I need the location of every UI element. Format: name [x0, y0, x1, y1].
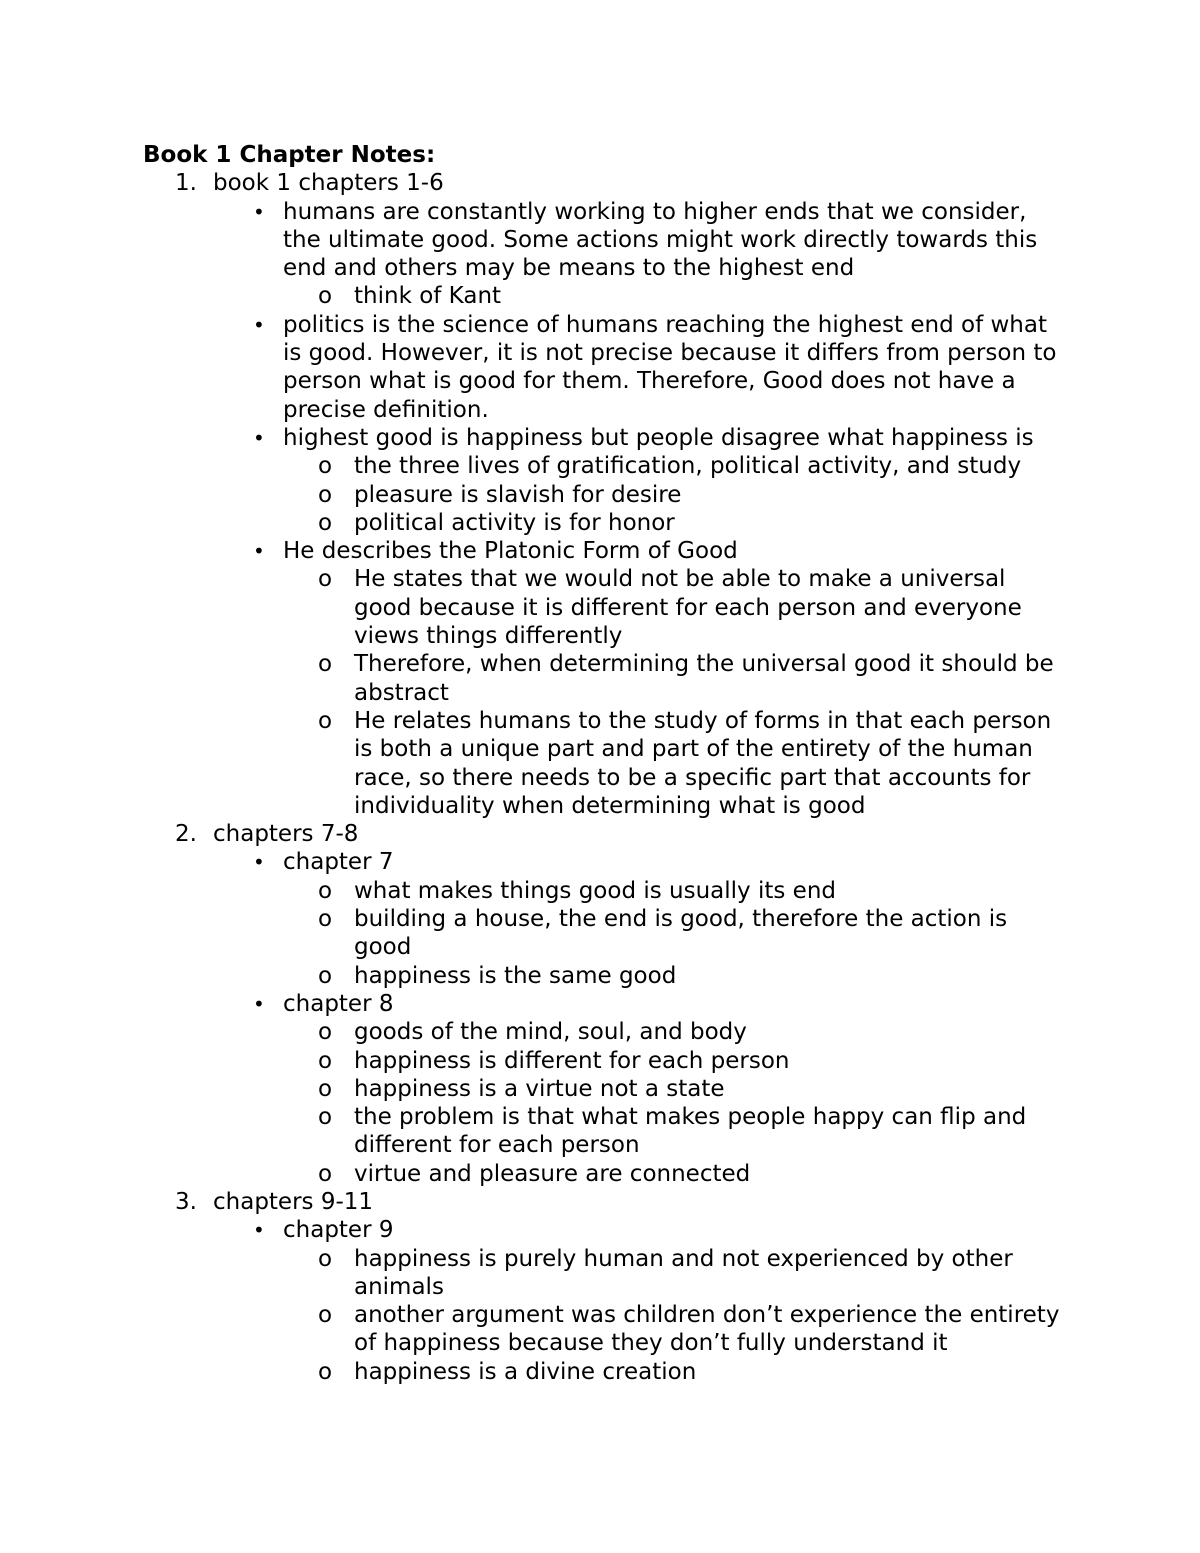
sub-bullet-text: building a house, the end is good, therefore the action is good — [354, 906, 1008, 961]
page-title: Book 1 Chapter Notes: — [143, 142, 436, 168]
sub-bullet-point — [143, 282, 1063, 310]
sub-bullet-text: happiness is a virtue not a state — [354, 1075, 725, 1102]
sub-bullet-icon: o — [318, 283, 333, 310]
outline-section — [143, 169, 1063, 197]
sub-bullet-point — [143, 1018, 1063, 1046]
sub-bullet-icon: o — [318, 962, 333, 989]
sub-bullet-point — [143, 707, 1063, 820]
bullet-text: chapter 8 — [283, 990, 394, 1017]
sub-bullet-icon: o — [318, 481, 333, 508]
bullet-icon: • — [253, 199, 265, 224]
sub-bullet-point — [143, 1358, 1063, 1386]
sub-bullet-icon: o — [318, 906, 333, 933]
sub-bullet-text: think of Kant — [354, 283, 502, 310]
sub-bullet-point — [143, 565, 1063, 650]
sub-bullet-text: happiness is a divine creation — [354, 1358, 697, 1385]
sub-bullet-text: Therefore, when determining the universal good it should be abstract — [354, 651, 1054, 706]
bullet-icon: • — [253, 1218, 265, 1243]
bullet-icon: • — [253, 850, 265, 875]
bullet-text: highest good is happiness but people disagree what happiness is — [283, 424, 1034, 451]
sub-bullet-text: happiness is different for each person — [354, 1047, 790, 1074]
sub-bullet-icon: o — [318, 1104, 333, 1131]
section-number: 2. — [175, 821, 197, 848]
outline-section — [143, 1188, 1063, 1216]
bullet-icon: • — [253, 312, 265, 337]
sub-bullet-point — [143, 1103, 1063, 1160]
sub-bullet-icon: o — [318, 707, 333, 734]
sub-bullet-point — [143, 877, 1063, 905]
bullet-point — [143, 198, 1063, 283]
sub-bullet-icon: o — [318, 1047, 333, 1074]
sub-bullet-icon: o — [318, 509, 333, 536]
document-page — [143, 141, 1063, 1386]
sub-bullet-point — [143, 905, 1063, 962]
sub-bullet-text: goods of the mind, soul, and body — [354, 1019, 747, 1046]
sub-bullet-point — [143, 1301, 1063, 1358]
sub-bullet-text: happiness is purely human and not experienced by other animals — [354, 1245, 1013, 1300]
bullet-icon: • — [253, 425, 265, 450]
outline-section — [143, 820, 1063, 848]
sub-bullet-point — [143, 1245, 1063, 1302]
sub-bullet-icon: o — [318, 1075, 333, 1102]
sub-bullet-text: pleasure is slavish for desire — [354, 481, 682, 508]
section-label: book 1 chapters 1-6 — [213, 170, 444, 197]
sub-bullet-icon: o — [318, 1245, 333, 1272]
sub-bullet-point — [143, 1160, 1063, 1188]
bullet-text: humans are constantly working to higher ends that we consider, the ultimate good. Some actions might work directly towards this end and others may be means to the highest end — [283, 198, 1038, 282]
sub-bullet-text: political activity is for honor — [354, 509, 675, 536]
sub-bullet-point — [143, 1075, 1063, 1103]
bullet-icon: • — [253, 539, 265, 564]
sub-bullet-text: what makes things good is usually its end — [354, 877, 837, 904]
section-label: chapters 7-8 — [213, 821, 359, 848]
bullet-text: chapter 9 — [283, 1217, 394, 1244]
sub-bullet-text: the three lives of gratification, political activity, and study — [354, 453, 1022, 480]
sub-bullet-text: He states that we would not be able to make a universal good because it is different for each person and everyone views things differently — [354, 566, 1022, 650]
sub-bullet-text: another argument was children don’t experience the entirety of happiness because they don’t fully understand it — [354, 1302, 1060, 1357]
bullet-point — [143, 311, 1063, 424]
bullet-point — [143, 848, 1063, 876]
sub-bullet-point — [143, 1047, 1063, 1075]
sub-bullet-icon: o — [318, 1358, 333, 1385]
sub-bullet-point — [143, 452, 1063, 480]
sub-bullet-text: happiness is the same good — [354, 962, 677, 989]
section-number: 3. — [175, 1188, 197, 1215]
bullet-point — [143, 1216, 1063, 1244]
sub-bullet-point — [143, 481, 1063, 509]
sub-bullet-icon: o — [318, 1160, 333, 1187]
bullet-point — [143, 990, 1063, 1018]
sub-bullet-icon: o — [318, 1302, 333, 1329]
sub-bullet-point — [143, 509, 1063, 537]
section-label: chapters 9-11 — [213, 1188, 374, 1215]
sub-bullet-point — [143, 650, 1063, 707]
bullet-text: chapter 7 — [283, 849, 394, 876]
bullet-point — [143, 537, 1063, 565]
section-number: 1. — [175, 170, 197, 197]
bullet-text: He describes the Platonic Form of Good — [283, 538, 738, 565]
sub-bullet-point — [143, 962, 1063, 990]
sub-bullet-text: He relates humans to the study of forms in that each person is both a unique part and part of the entirety of the human race, so there needs to be a specific part that accounts for individuality when determining what is good — [354, 707, 1052, 819]
sub-bullet-icon: o — [318, 651, 333, 678]
sub-bullet-icon: o — [318, 1019, 333, 1046]
sub-bullet-icon: o — [318, 566, 333, 593]
notes-outline — [143, 169, 1063, 1386]
sub-bullet-icon: o — [318, 453, 333, 480]
bullet-text: politics is the science of humans reaching the highest end of what is good. However, it is not precise because it differs from person to person what is good for them. Therefore, Good does not have a precise definition. — [283, 311, 1057, 423]
sub-bullet-text: virtue and pleasure are connected — [354, 1160, 751, 1187]
sub-bullet-icon: o — [318, 877, 333, 904]
bullet-point — [143, 424, 1063, 452]
sub-bullet-text: the problem is that what makes people happy can flip and different for each person — [354, 1104, 1027, 1159]
bullet-icon: • — [253, 991, 265, 1016]
